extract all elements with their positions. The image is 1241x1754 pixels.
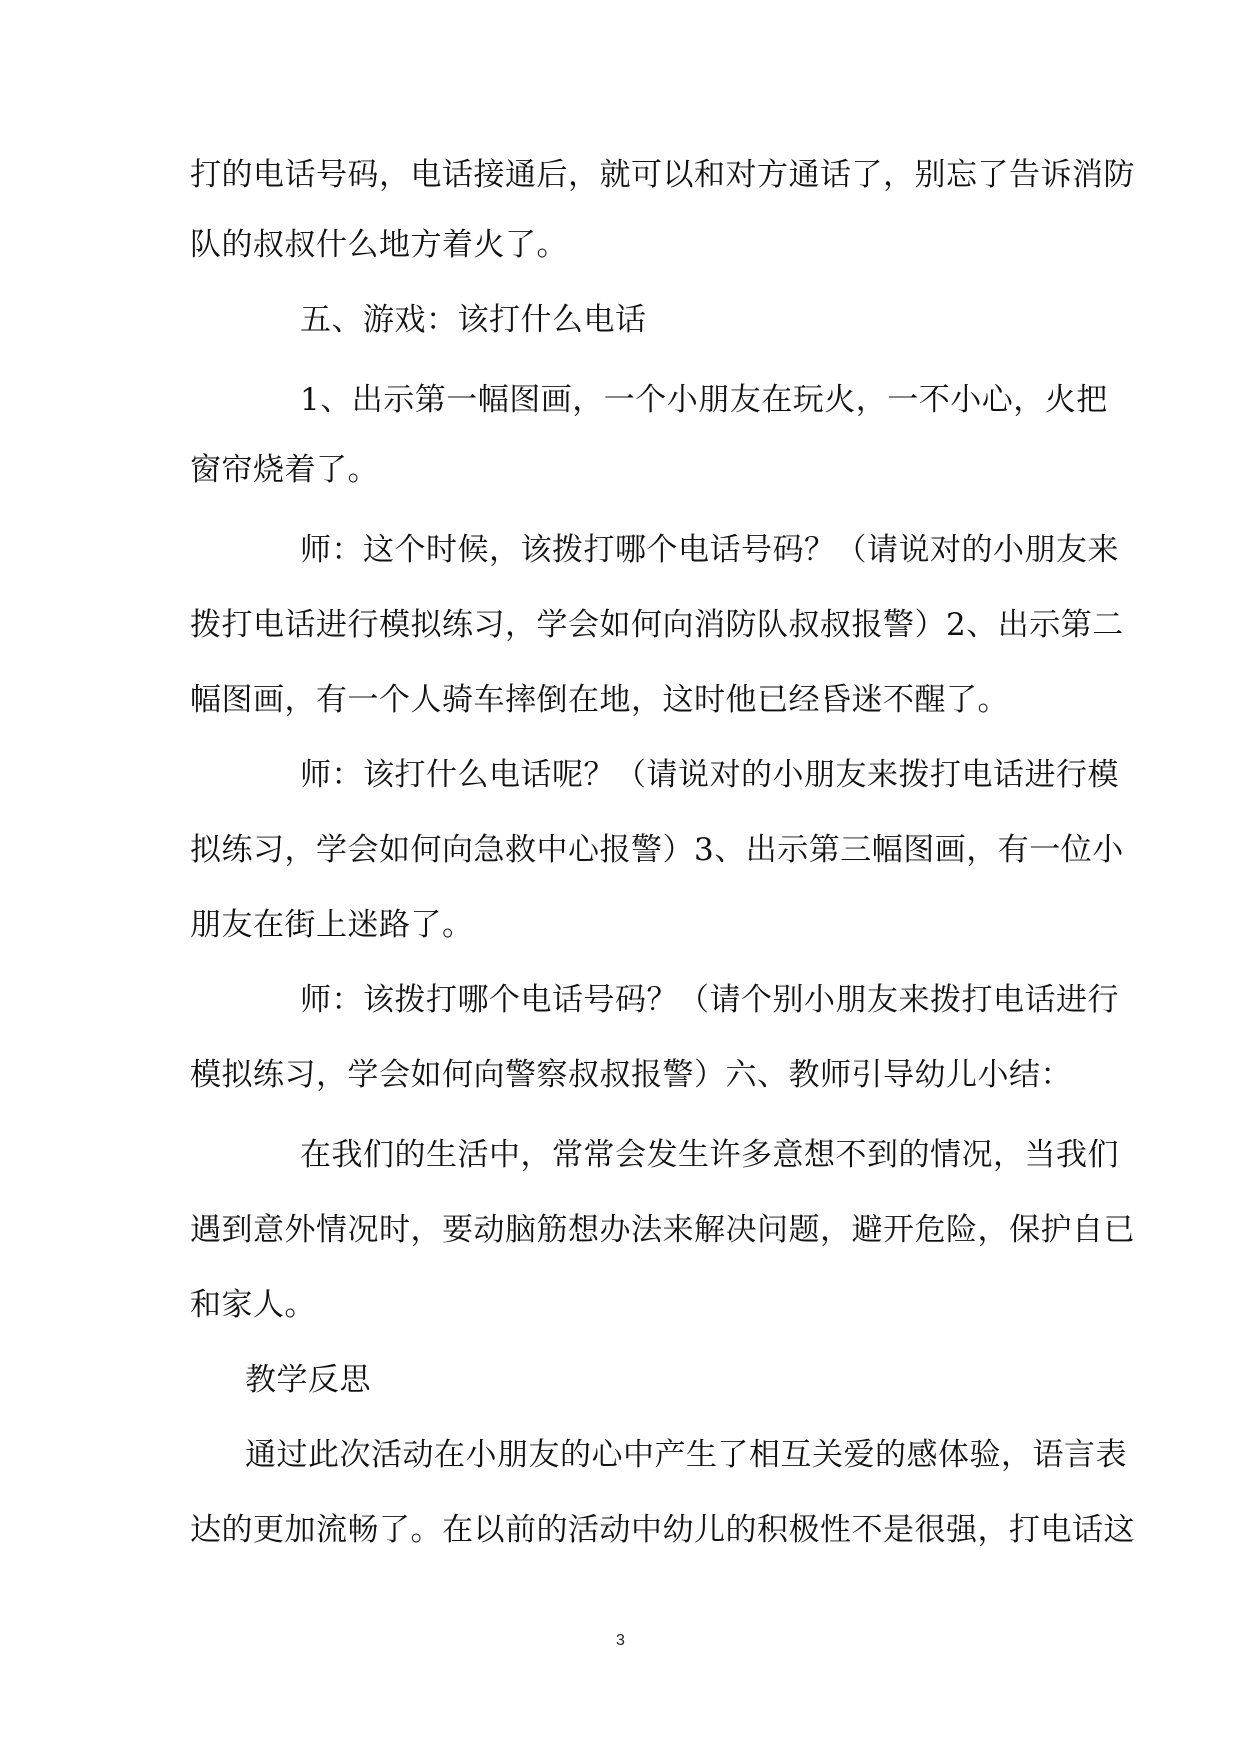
text-line: 师：该拨打哪个电话号码？（请个别小朋友来拨打电话进行 (300, 982, 1119, 1018)
text-line: 幅图画，有一个人骑车摔倒在地，这时他已经昏迷不醒了。 (190, 682, 1009, 718)
text-line: 队的叔叔什么地方着火了。 (190, 227, 568, 263)
text-line: 拨打电话进行模拟练习，学会如何向消防队叔叔报警）2、出示第二 (190, 607, 1124, 643)
text-line: 模拟练习，学会如何向警察叔叔报警）六、教师引导幼儿小结： (190, 1057, 1072, 1093)
text-line: 通过此次活动在小朋友的心中产生了相互关爱的感体验，语言表 (245, 1437, 1127, 1473)
text-line: 达的更加流畅了。在以前的活动中幼儿的积极性不是很强，打电话这 (190, 1512, 1135, 1548)
text-line: 师：该打什么电话呢？（请说对的小朋友来拨打电话进行模 (300, 757, 1119, 793)
text-line: 师：这个时候，该拨打哪个电话号码？（请说对的小朋友来 (300, 532, 1119, 568)
text-line: 和家人。 (190, 1287, 316, 1323)
section-heading: 五、游戏：该打什么电话 (300, 302, 647, 338)
text-line: 打的电话号码，电话接通后，就可以和对方通话了，别忘了告诉消防 (190, 157, 1135, 193)
page-number: 3 (616, 1632, 625, 1649)
text-line: 窗帘烧着了。 (190, 452, 379, 488)
section-heading: 教学反思 (245, 1362, 371, 1398)
text-line: 拟练习，学会如何向急救中心报警）3、出示第三幅图画，有一位小 (190, 832, 1124, 868)
text-line: 遇到意外情况时，要动脑筋想办法来解决问题，避开危险，保护自已 (190, 1212, 1135, 1248)
text-line: 朋友在街上迷路了。 (190, 907, 474, 943)
text-line: 1、出示第一幅图画，一个小朋友在玩火，一不小心，火把 (300, 382, 1108, 418)
text-line: 在我们的生活中，常常会发生许多意想不到的情况，当我们 (300, 1137, 1119, 1173)
